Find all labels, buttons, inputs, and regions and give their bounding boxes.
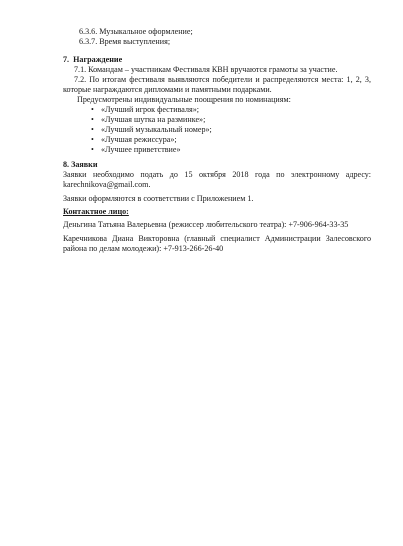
section7-heading: [63, 55, 122, 65]
section8-p1-line1: Заявки необходимо подать до 15 октября 2018 года по электронному адресу:: [63, 170, 371, 179]
contacts-heading: Контактное лицо:: [63, 207, 129, 216]
nomination-item: • «Лучшая режиссура»;: [91, 135, 177, 145]
nominations-intro: Предусмотрены индивидуальные поощрения по номинациям:: [77, 95, 291, 104]
contact-2-line1: Каречникова Диана Викторовна (главный специалист Администрации Залесовского: [63, 234, 371, 243]
nomination-item: • «Лучший музыкальный номер»;: [91, 125, 212, 135]
section7-title: Награждение: [73, 55, 123, 64]
paragraph-7-2-line1: 7.2. По итогам фестиваля выявляются победители и распределяются места: 1, 2, 3,: [74, 75, 371, 84]
section8-p2: Заявки оформляются в соответствии с Приложением 1.: [63, 194, 254, 203]
email-address: karechnikova@gmail.com.: [63, 180, 151, 189]
item-6-3-7: 6.3.7. Время выступления;: [79, 37, 171, 46]
nomination-item: • «Лучший игрок фестиваля»;: [91, 105, 199, 115]
paragraph-7-2-line2: которые награждаются дипломами и памятными подарками.: [63, 85, 272, 94]
section7-number: 7.: [63, 55, 70, 64]
contact-2-line2: района по делам молодежи): +7-913-266-26-40: [63, 244, 224, 253]
section8-heading: 8. Заявки: [63, 160, 98, 169]
item-6-3-6: 6.3.6. Музыкальное оформление;: [79, 27, 193, 36]
nomination-item: • «Лучшая шутка на разминке»;: [91, 115, 205, 125]
nomination-item: • «Лучшее приветствие»: [91, 145, 181, 155]
contact-1: Деньгина Татьяна Валерьевна (режиссер любительского театра): +7-906-964-33-35: [63, 220, 349, 229]
paragraph-7-1: 7.1. Командам – участникам Фестиваля КВН вручаются грамоты за участие.: [74, 65, 338, 74]
